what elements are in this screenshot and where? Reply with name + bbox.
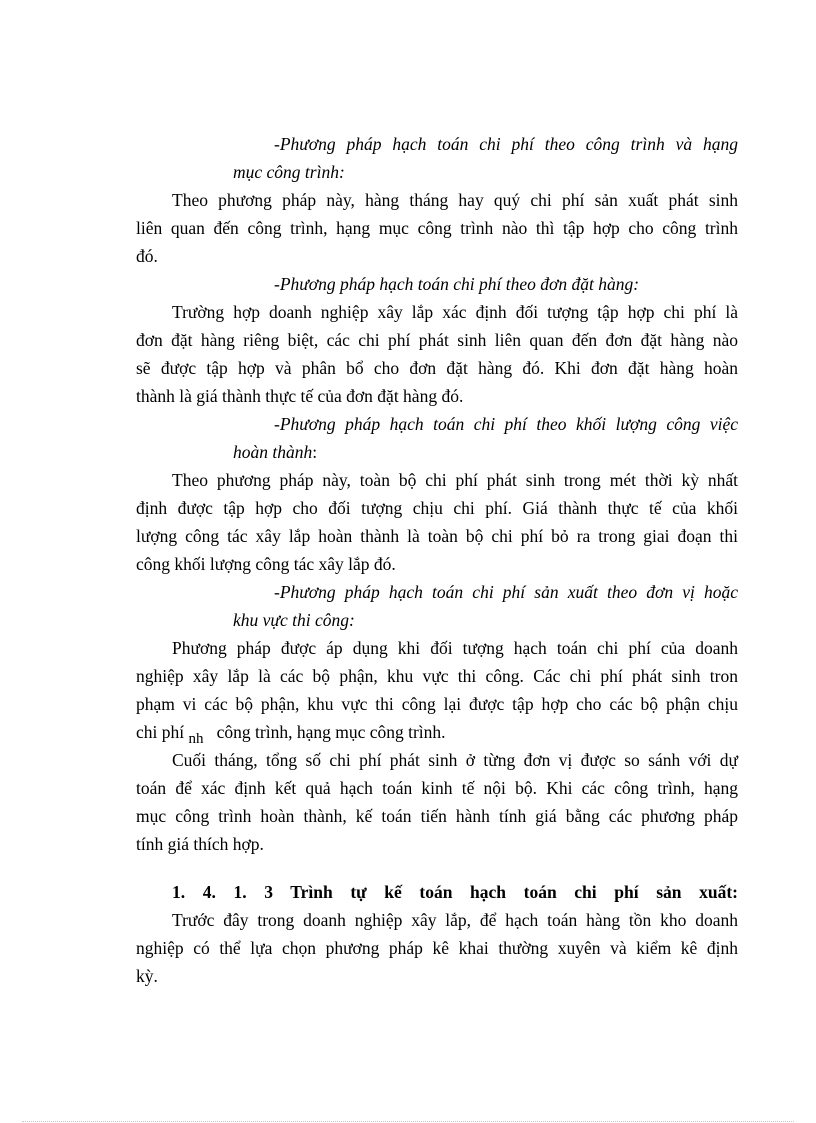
method-heading-construction-cont: mục công trình: (233, 162, 345, 182)
paragraph-line: Trường hợp doanh nghiệp xây lắp xác định đối tượng tập hợp chi phí là (172, 302, 738, 322)
line-text: chi phí (136, 722, 185, 742)
paragraph-line: Cuối tháng, tổng số chi phí phát sinh ở từng đơn vị được so sánh với dự (172, 750, 738, 770)
paragraph-line: tính giá thích hợp. (136, 834, 264, 854)
line-text: công trình, hạng mục công trình. (216, 722, 446, 742)
paragraph-line: Theo phương pháp này, hàng tháng hay quý chi phí sản xuất phát sinh (172, 190, 738, 210)
paragraph-line: sẽ được tập hợp và phân bổ cho đơn đặt hàng đó. Khi đơn đặt hàng hoàn (136, 358, 738, 378)
paragraph-line (136, 722, 738, 747)
paragraph-line: định được tập hợp cho đối tượng chịu chi phí. Giá thành thực tế của khối (136, 498, 738, 518)
paragraph-line: đó. (136, 246, 158, 266)
paragraph-line: Trước đây trong doanh nghiệp xây lắp, để hạch toán hàng tồn kho doanh (172, 910, 738, 930)
section-heading: 1. 4. 1. 3 Trình tự kế toán hạch toán chi phí sản xuất: (172, 882, 738, 902)
heading-text: hoàn thành (233, 442, 313, 462)
paragraph-line: đơn đặt hàng riêng biệt, các chi phí phát sinh liên quan đến đơn đặt hàng nào (136, 330, 738, 350)
paragraph-line: Theo phương pháp này, toàn bộ chi phí phát sinh trong mét thời kỳ nhất (172, 470, 738, 490)
paragraph-line: toán để xác định kết quả hạch toán kinh tế nội bộ. Khi các công trình, hạng (136, 778, 738, 798)
method-heading-order: -Phương pháp hạch toán chi phí theo đơn đặt hàng: (274, 274, 640, 294)
paragraph-line: thành là giá thành thực tế của đơn đặt hàng đó. (136, 386, 464, 406)
paragraph-line: mục công trình hoàn thành, kế toán tiến hành tính giá bằng các phương pháp (136, 806, 738, 826)
paragraph-line: kỳ. (136, 966, 158, 986)
heading-colon: : (312, 442, 318, 462)
method-heading-unit: -Phương pháp hạch toán chi phí sản xuất theo đơn vị hoặc (274, 582, 738, 602)
method-heading-construction: -Phương pháp hạch toán chi phí theo công trình và hạng (274, 134, 738, 154)
method-heading-volume: -Phương pháp hạch toán chi phí theo khối lượng công việc (274, 414, 738, 434)
paragraph-line: lượng công tác xây lắp hoàn thành là toàn bộ chi phí bỏ ra trong giai đoạn thi (136, 526, 738, 546)
page-footer-divider (22, 1121, 794, 1122)
paragraph-line: nghiệp có thể lựa chọn phương pháp kê khai thường xuyên và kiểm kê định (136, 938, 738, 958)
paragraph-line: nghiệp xây lắp là các bộ phận, khu vực thi công. Các chi phí phát sinh tron (136, 666, 738, 686)
paragraph-line: công khối lượng công tác xây lắp đó. (136, 554, 396, 574)
paragraph-line: Phương pháp được áp dụng khi đối tượng hạch toán chi phí của doanh (172, 638, 738, 658)
method-heading-volume-cont (233, 442, 816, 462)
paragraph-line: liên quan đến công trình, hạng mục công trình nào thì tập hợp cho công trình (136, 218, 738, 238)
paragraph-line: phạm vi các bộ phận, khu vực thi công lại được tập hợp cho các bộ phận chịu (136, 694, 738, 714)
method-heading-unit-cont: khu vực thi công: (233, 610, 355, 630)
stray-text: nh (188, 731, 204, 747)
